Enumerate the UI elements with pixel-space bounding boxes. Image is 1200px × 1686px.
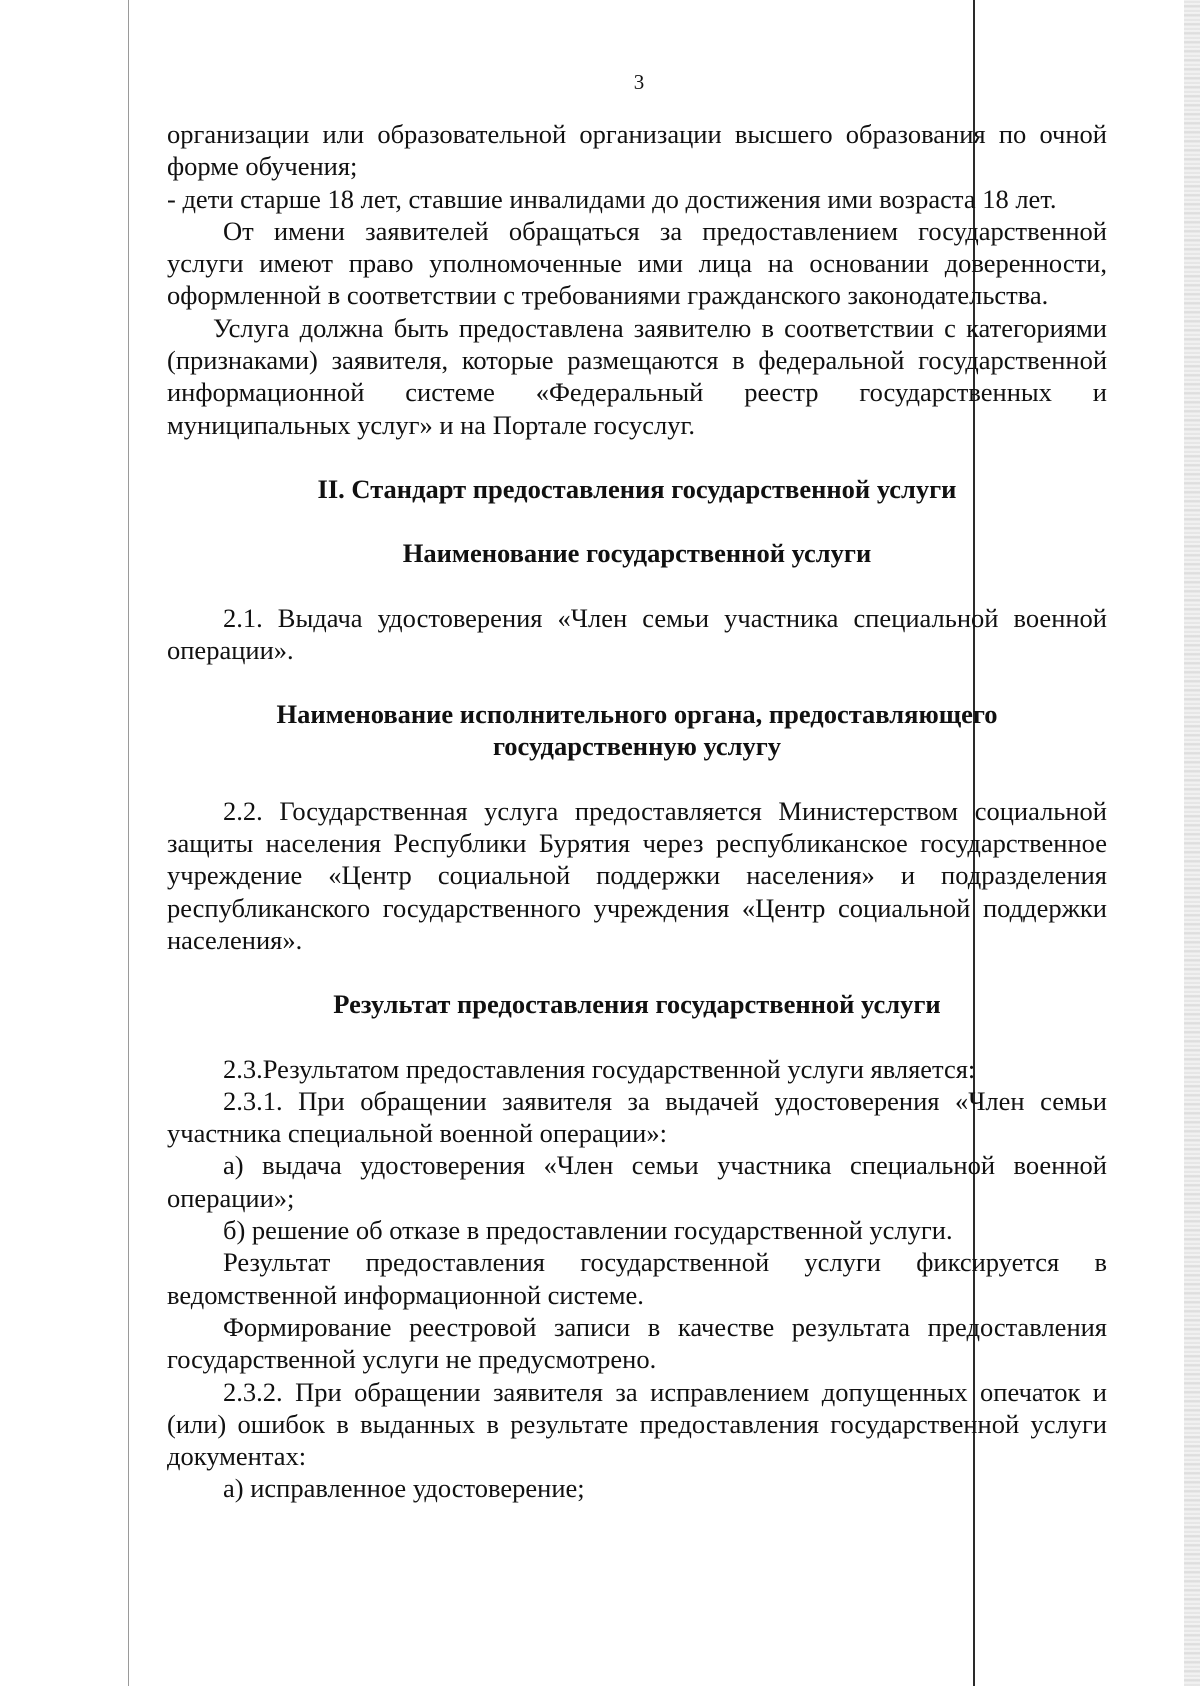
paragraph-categories: Услуга должна быть предоставлена заявителю в соответствии с категориями (признаками) заявителя, которые размещаются в федеральной государственной информационной системе «Федеральный реестр государственных и муниципальных услуг» и на Портале госуслуг. [167,312,1107,440]
paragraph-registry-record: Формирование реестровой записи в качестве результата предоставления государственной услуги не предусмотрено. [167,1311,1107,1375]
heading-executive-body-line1: Наименование исполнительного органа, предоставляющего [276,699,998,730]
paragraph-2-3-1-a: а) выдача удостоверения «Член семьи участника специальной военной операции»; [167,1150,1107,1213]
page-number: 3 [633,70,645,94]
paragraph-2-3: 2.3.Результатом предоставления государственной услуги является: [223,1053,976,1084]
scan-left-border [128,0,129,1686]
paragraph-2-3-2: 2.3.2. При обращении заявителя за исправлением допущенных опечаток и (или) ошибок в выданных в результате предоставления государственной услуги документах: [167,1376,1107,1472]
scan-right-edge [1184,0,1200,1686]
paragraph-2-2: 2.2. Государственная услуга предоставляется Министерством социальной защиты населения Республики Бурятия через республиканское государственное учреждение «Центр социальной поддержки населения» и подразделения республиканского государственного учреждения «Центр социальной поддержки населения». [167,795,1107,955]
paragraph-result-fixed: Результат предоставления государственной услуги фиксируется в ведомственной информационной системе. [167,1247,1107,1310]
paragraph-2-3-1-b: б) решение об отказе в предоставлении государственной услуги. [223,1215,953,1246]
paragraph-intro-1: организации или образовательной организации высшего образования по очной форме обучения; [167,119,1107,182]
paragraph-intro-2: - дети старше 18 лет, ставшие инвалидами до достижения ими возраста 18 лет. [167,183,1057,214]
paragraph-2-3-2-a: а) исправленное удостоверение; [223,1473,585,1504]
document-body [167,118,1107,1505]
paragraph-representatives: От имени заявителей обращаться за предоставлением государственной услуги имеют право уполномоченные ими лица на основании доверенности, оформленной в соответствии с требованиями гражданского законодательства. [167,215,1107,311]
section-title: II. Стандарт предоставления государственной услуги [317,473,957,504]
heading-result: Результат предоставления государственной услуги [333,989,941,1020]
paragraph-2-3-1: 2.3.1. При обращении заявителя за выдачей удостоверения «Член семьи участника специальной военной операции»: [167,1085,1107,1149]
paragraph-2-1: 2.1. Выдача удостоверения «Член семьи участника специальной военной операции». [167,602,1107,665]
heading-executive-body [167,698,1107,763]
heading-service-name: Наименование государственной услуги [402,538,872,569]
heading-executive-body-line2: государственную услугу [492,731,782,762]
